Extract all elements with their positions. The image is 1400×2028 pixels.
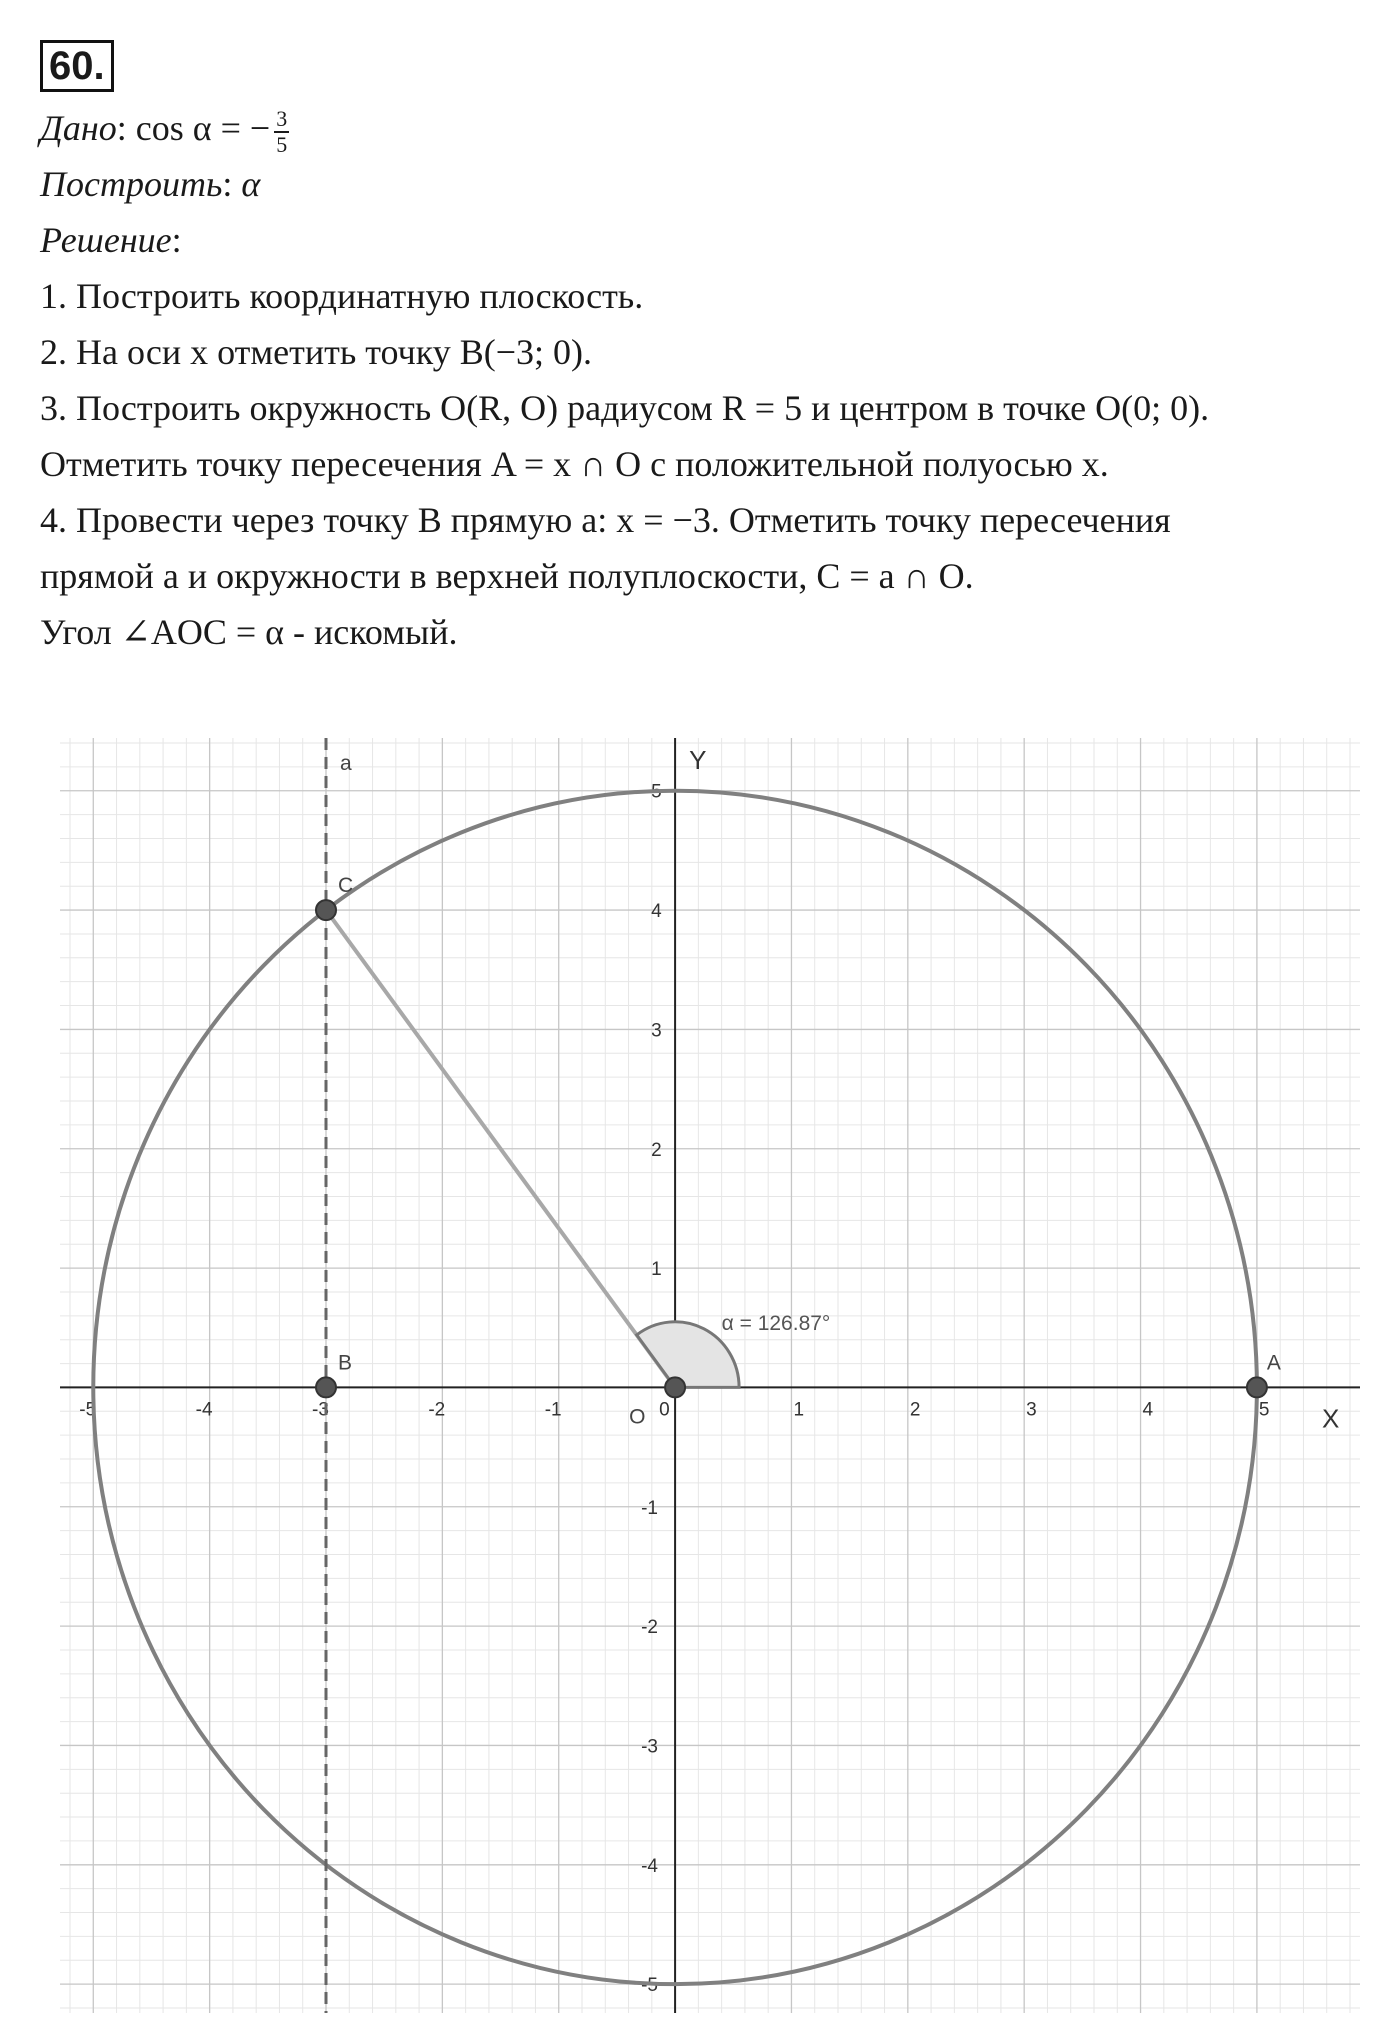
fraction-denominator: 5 [276, 131, 288, 157]
x-tick-label: 3 [1026, 1399, 1037, 1421]
given-label: Дано [40, 108, 117, 148]
point-B [316, 1377, 336, 1397]
x-tick-label: 5 [1258, 1399, 1270, 1421]
point-label-B: B [338, 1351, 353, 1375]
point-C [316, 900, 336, 920]
x-tick-label: -1 [544, 1399, 562, 1421]
construct-line: Построить: α [40, 164, 261, 204]
step-1: 1. Построить координатную плоскость. [40, 276, 644, 316]
solution-text [40, 100, 1370, 660]
solution-label-line: Решение: [40, 220, 182, 260]
point-label-C: C [338, 874, 354, 898]
fraction-numerator: 3 [276, 105, 288, 131]
solution-label: Решение [40, 220, 172, 260]
y-tick-label: -3 [641, 1736, 658, 1758]
step-3-continued: Отметить точку пересечения A = x ∩ O с положительной полуосью x. [40, 444, 1109, 484]
problem-number: 60. [40, 40, 114, 92]
point-label-A: A [1266, 1351, 1281, 1375]
coordinate-figure [60, 738, 1360, 2013]
y-tick-label: 2 [651, 1139, 662, 1161]
step-4-continued: прямой a и окружности в верхней полуплоскости, C = a ∩ O. [40, 556, 974, 596]
given-expression: cos α = − [135, 108, 271, 148]
x-tick-label: -3 [312, 1399, 329, 1421]
x-tick-label: -4 [195, 1399, 213, 1421]
point-label-O: O [629, 1405, 646, 1429]
point-A [1247, 1377, 1267, 1397]
construct-expression: α [241, 164, 261, 204]
angle-alpha-label: α = 126.87° [721, 1312, 831, 1336]
x-tick-label: -2 [428, 1399, 446, 1421]
fraction [274, 107, 289, 157]
y-tick-label: -4 [641, 1855, 658, 1877]
y-tick-label: 1 [651, 1259, 662, 1281]
y-tick-label: 5 [651, 781, 662, 803]
x-axis-label: X [1322, 1403, 1340, 1434]
line-a-label: a [340, 752, 352, 775]
coordinate-plane [60, 738, 1360, 2013]
y-tick-label: -5 [641, 1975, 658, 1997]
x-tick-label: 1 [793, 1399, 805, 1421]
y-tick-label: -2 [641, 1617, 658, 1639]
points [316, 874, 1281, 1428]
step-4: 4. Провести через точку B прямую a: x = −3. Отметить точку пересечения [40, 500, 1171, 540]
conclusion: Угол ∠AOC = α - искомый. [40, 612, 458, 652]
given-line: Дано: cos α = − $\frac{3}{5}$ [40, 105, 288, 157]
construct-label: Построить [40, 164, 223, 204]
x-tick-label: 4 [1142, 1399, 1154, 1421]
point-O [665, 1377, 685, 1397]
y-axis-label: Y [689, 745, 707, 775]
step-3: 3. Построить окружность O(R, O) радиусом R = 5 и центром в точке O(0; 0). [40, 388, 1210, 428]
step-2: 2. На оси x отметить точку B(−3; 0). [40, 332, 592, 372]
x-tick-label: 0 [659, 1399, 670, 1421]
y-tick-label: 4 [651, 901, 662, 923]
y-tick-label: 3 [651, 1020, 662, 1042]
x-tick-label: -5 [79, 1399, 97, 1421]
x-tick-label: 2 [909, 1399, 921, 1421]
y-tick-label: -1 [641, 1497, 658, 1519]
